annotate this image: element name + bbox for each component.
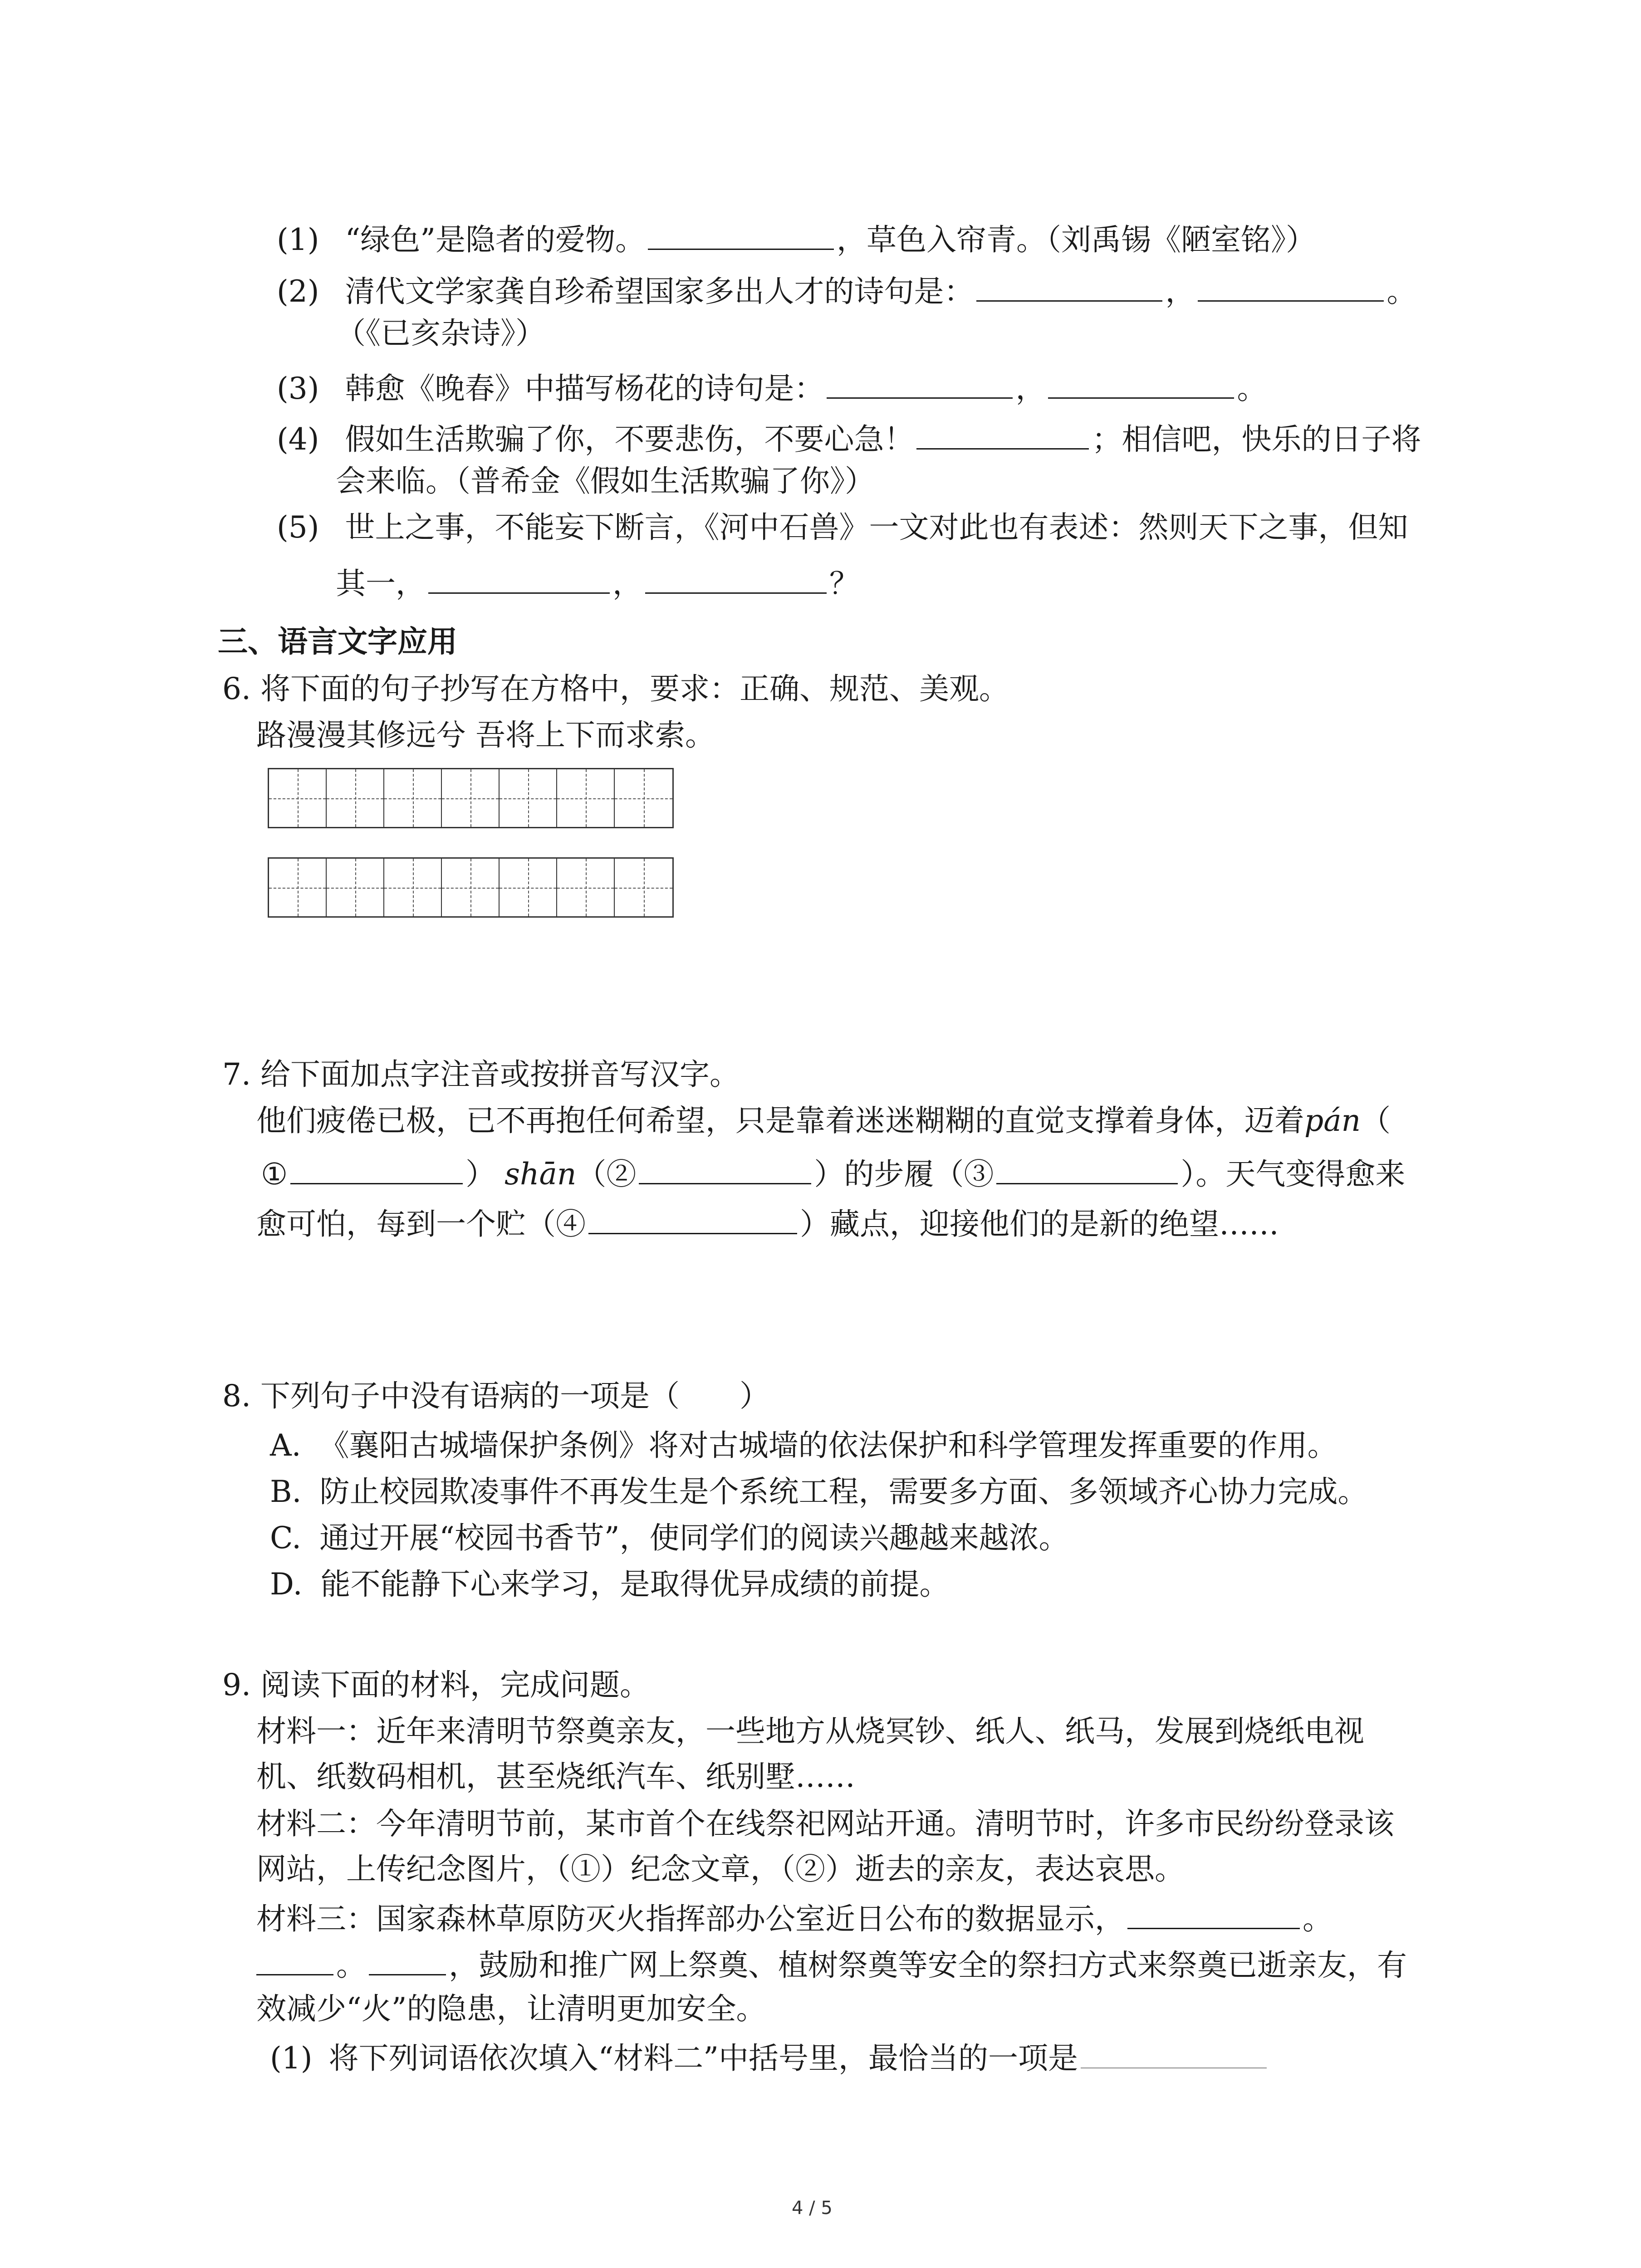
grid-cell[interactable] [500,859,557,916]
q6-sentence: 路漫漫其修远兮 吾将上下而求索。 [256,718,715,753]
q9-material-2b: 网站，上传纪念图片，（①）纪念文章，（②）逝去的亲友，表达哀思。 [256,1852,1185,1887]
grid-cell[interactable] [327,769,384,827]
q7-blank-1[interactable] [290,1151,463,1184]
q4-source: 会来临。（普希金《假如生活欺骗了你》） [336,464,875,499]
q8-option-d[interactable]: D. 能不能静下心来学习，是取得优异成绩的前提。 [270,1567,950,1602]
q9-blank-1[interactable] [1127,1896,1300,1929]
q9-prompt: 9. 阅读下面的材料，完成问题。 [222,1667,650,1702]
q5-line-2: 其一， ， ？ [336,561,859,604]
grid-cell[interactable] [615,769,672,827]
q9-material-3b: 。 ，鼓励和推广网上祭奠、植树祭奠等安全的祭扫方式来祭奠已逝亲友，有 [256,1942,1407,1986]
q6-prompt: 6. 将下面的句子抄写在方格中，要求：正确、规范、美观。 [222,671,1009,706]
q7-blank-4[interactable] [588,1201,797,1234]
q2-blank-1[interactable] [976,269,1162,302]
q9-sub-1: (1) 将下列词语依次填入“材料二”中括号里，最恰当的一项是 [270,2036,1269,2079]
writing-grid-row-1[interactable] [268,768,674,828]
grid-cell[interactable] [557,859,615,916]
q5-blank-1[interactable] [428,561,610,594]
q7-line-3: 愈可怕，每到一个贮（④ ）藏点，迎接他们的是新的绝望…… [256,1201,1279,1245]
q5-line: (5) 世上之事，不能妄下断言，《河中石兽》一文对此也有表述：然则天下之事，但知 [277,510,1408,545]
q8-option-b[interactable]: B. 防止校园欺凌事件不再发生是个系统工程，需要多方面、多领域齐心协力完成。 [270,1474,1368,1509]
q9-material-1b: 机、纸数码相机，甚至烧纸汽车、纸别墅…… [256,1759,855,1794]
q7-prompt: 7. 给下面加点字注音或按拼音写汉字。 [222,1057,740,1092]
q7-blank-3[interactable] [996,1151,1178,1184]
q9-blank-2[interactable] [256,1942,333,1975]
q8-option-a[interactable]: A. 《襄阳古城墙保护条例》将对古城墙的依法保护和科学管理发挥重要的作用。 [270,1428,1337,1463]
q4-blank[interactable] [916,416,1089,450]
q9-material-1a: 材料一：近年来清明节祭奠亲友，一些地方从烧冥钞、纸人、纸马，发展到烧纸电视 [256,1714,1364,1749]
q5-blank-2[interactable] [645,561,827,594]
q8-option-c[interactable]: C. 通过开展“校园书香节”，使同学们的阅读兴趣越来越浓。 [270,1520,1069,1555]
q3-line: (3) 韩愈《晚春》中描写杨花的诗句是： ， 。 [277,366,1267,409]
grid-cell[interactable] [384,859,442,916]
grid-cell[interactable] [327,859,384,916]
q8-prompt: 8. 下列句子中没有语病的一项是（ ） [222,1378,769,1413]
q2-source: （《已亥杂诗》） [336,316,545,351]
grid-cell[interactable] [384,769,442,827]
grid-cell[interactable] [442,859,500,916]
q9-sub-1-blank[interactable] [1081,2036,1267,2068]
q3-blank-2[interactable] [1048,366,1234,399]
q3-blank-1[interactable] [827,366,1013,399]
q2-line: (2) 清代文学家龚自珍希望国家多出人才的诗句是： ， 。 [277,269,1416,312]
q7-line-1: 他们疲倦已极，已不再抱任何希望，只是靠着迷迷糊糊的直觉支撑着身体，迈着pán（ [256,1103,1391,1138]
page-number: 4 / 5 [792,2198,833,2219]
grid-cell[interactable] [557,769,615,827]
q7-blank-2[interactable] [639,1151,811,1184]
q1-line: (1) “绿色”是隐者的爱物。 ，草色入帘青。（刘禹锡《陋室铭》） [277,217,1316,260]
q9-material-3c: 效减少“火”的隐患，让清明更加安全。 [256,1991,766,2026]
writing-grid-row-2[interactable] [268,857,674,918]
section-3-title: 三、语言文字应用 [218,624,457,659]
q9-blank-3[interactable] [369,1942,446,1975]
q2-blank-2[interactable] [1198,269,1384,302]
q7-line-2: ① ） shān（② ）的步履（③ ）。天气变得愈来 [261,1151,1405,1195]
q4-line: (4) 假如生活欺骗了你，不要悲伤，不要心急！ ；相信吧，快乐的日子将 [277,416,1421,460]
grid-cell[interactable] [500,769,557,827]
grid-cell[interactable] [269,769,327,827]
q9-material-3a: 材料三：国家森林草原防灭火指挥部办公室近日公布的数据显示， 。 [256,1896,1332,1940]
grid-cell[interactable] [442,769,500,827]
q1-blank[interactable] [648,217,834,250]
q9-material-2a: 材料二：今年清明节前，某市首个在线祭祀网站开通。清明节时，许多市民纷纷登录该 [256,1806,1394,1841]
grid-cell[interactable] [615,859,672,916]
grid-cell[interactable] [269,859,327,916]
